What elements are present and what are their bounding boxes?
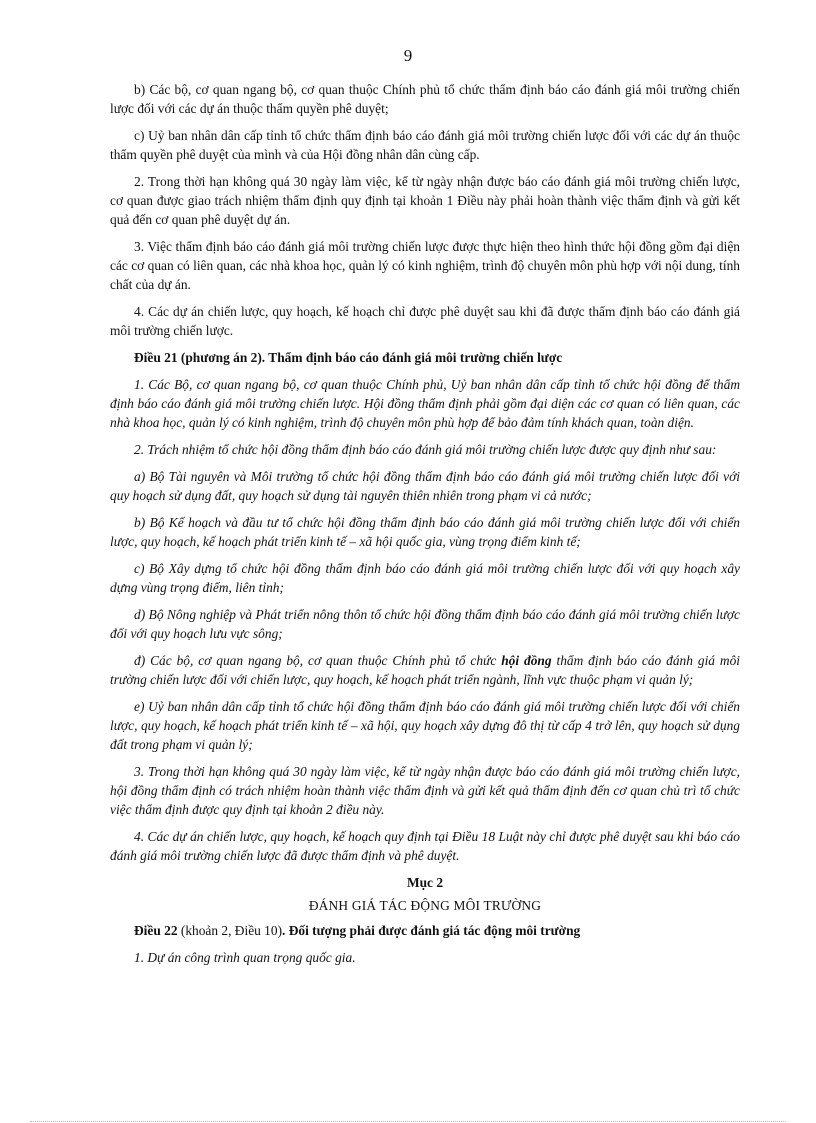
article-22-number: Điều 22	[134, 923, 178, 938]
document-body	[110, 80, 740, 975]
article-22-reference: (khoản 2, Điều 10)	[177, 923, 283, 938]
article-21-clause-2e: e) Uỷ ban nhân dân cấp tỉnh tổ chức hội đồng thẩm định báo cáo đánh giá môi trường chiến lược đối với chiến lược, quy hoạch, kế hoạch phát triển kinh tế – xã hội, quy hoạch xây dựng đô thị từ cấp 4 trở lên, quy hoạch sử dụng đất trong phạm vi quản lý;	[110, 699, 740, 752]
paragraph-4: 4. Các dự án chiến lược, quy hoạch, kế hoạch chỉ được phê duyệt sau khi đã được thẩm định báo cáo đánh giá môi trường chiến lược.	[110, 304, 740, 338]
paragraph-1b: b) Các bộ, cơ quan ngang bộ, cơ quan thuộc Chính phủ tổ chức thẩm định báo cáo đánh giá môi trường chiến lược đối với các dự án thuộc thẩm quyền phê duyệt;	[110, 82, 740, 116]
article-22-clause-1: 1. Dự án công trình quan trọng quốc gia.	[134, 950, 356, 965]
article-21-clause-2: 2. Trách nhiệm tổ chức hội đồng thẩm định báo cáo đánh giá môi trường chiến lược được quy định như sau:	[134, 442, 717, 457]
clause-2dd-text-pre: đ) Các bộ, cơ quan ngang bộ, cơ quan thuộc Chính phủ tổ chức	[134, 653, 502, 668]
article-21-clause-2dd	[110, 651, 740, 689]
page-number: 9	[403, 46, 413, 65]
article-21-clause-2d: d) Bộ Nông nghiệp và Phát triển nông thôn tổ chức hội đồng thẩm định báo cáo đánh giá môi trường chiến lược đối với quy hoạch lưu vực sông;	[110, 607, 740, 641]
article-22-title: . Đối tượng phải được đánh giá tác động môi trường	[282, 923, 581, 938]
article-21-clause-2a: a) Bộ Tài nguyên và Môi trường tổ chức hội đồng thẩm định báo cáo đánh giá môi trường chiến lược đối với quy hoạch sử dụng đất, quy hoạch sử dụng tài nguyên thiên nhiên trong phạm vi cả nước;	[110, 469, 740, 503]
article-21-heading: Điều 21 (phương án 2). Thẩm định báo cáo đánh giá môi trường chiến lược	[134, 350, 563, 365]
paragraph-2: 2. Trong thời hạn không quá 30 ngày làm việc, kể từ ngày nhận được báo cáo đánh giá môi trường chiến lược, cơ quan được giao trách nhiệm thẩm định quy định tại khoản 1 Điều này phải hoàn thành việc thẩm định và gửi kết quả đến cơ quan phê duyệt dự án.	[110, 174, 740, 227]
clause-2dd-bold-term: hội đồng	[501, 653, 552, 668]
article-21-clause-3: 3. Trong thời hạn không quá 30 ngày làm việc, kể từ ngày nhận được báo cáo đánh giá môi trường chiến lược, hội đồng thẩm định có trách nhiệm hoàn thành việc thẩm định và gửi kết quả thẩm định đến cơ quan chủ trì tổ chức việc thẩm định được quy định tại khoản 2 điều này.	[110, 764, 740, 817]
paragraph-1c: c) Uỷ ban nhân dân cấp tỉnh tổ chức thẩm định báo cáo đánh giá môi trường chiến lược đối với các dự án thuộc thẩm quyền phê duyệt của mình và của Hội đồng nhân dân cùng cấp.	[110, 128, 740, 162]
article-22-heading	[110, 921, 740, 940]
article-21-clause-4: 4. Các dự án chiến lược, quy hoạch, kế hoạch quy định tại Điều 18 Luật này chỉ được phê duyệt sau khi báo cáo đánh giá môi trường chiến lược đã được thẩm định và phê duyệt.	[110, 829, 740, 863]
page-bottom-divider	[30, 1121, 786, 1122]
article-21-clause-2c: c) Bộ Xây dựng tổ chức hội đồng thẩm định báo cáo đánh giá môi trường chiến lược đối với quy hoạch xây dựng vùng trọng điểm, liên tỉnh;	[110, 561, 740, 595]
article-21-clause-2b: b) Bộ Kế hoạch và đầu tư tổ chức hội đồng thẩm định báo cáo đánh giá môi trường chiến lược đối với chiến lược, quy hoạch, kế hoạch phát triển kinh tế – xã hội quốc gia, vùng trọng điểm kinh tế;	[110, 515, 740, 549]
clause-2dd-text-post: thẩm định báo cáo đánh giá môi trường chiến lược đối với chiến lược, quy hoạch, kế hoạch phát triển ngành, lĩnh vực thuộc phạm vi quản lý;	[110, 653, 740, 687]
section-title: ĐÁNH GIÁ TÁC ĐỘNG MÔI TRƯỜNG	[308, 898, 542, 913]
paragraph-3: 3. Việc thẩm định báo cáo đánh giá môi trường chiến lược được thực hiện theo hình thức hội đồng gồm đại diện các cơ quan có liên quan, các nhà khoa học, quản lý có kinh nghiệm, trình độ chuyên môn phù hợp với nội dung, tính chất của dự án.	[110, 239, 740, 292]
section-label: Mục 2	[406, 875, 444, 890]
article-21-clause-1: 1. Các Bộ, cơ quan ngang bộ, cơ quan thuộc Chính phủ, Uỷ ban nhân dân cấp tỉnh tổ chức hội đồng để thẩm định báo cáo đánh giá môi trường chiến lược. Hội đồng thẩm định phải gồm đại diện các cơ quan có liên quan, các nhà khoa học, quản lý có kinh nghiệm, trình độ chuyên môn phù hợp để bảo đảm tính khách quan, toàn diện.	[110, 377, 740, 430]
